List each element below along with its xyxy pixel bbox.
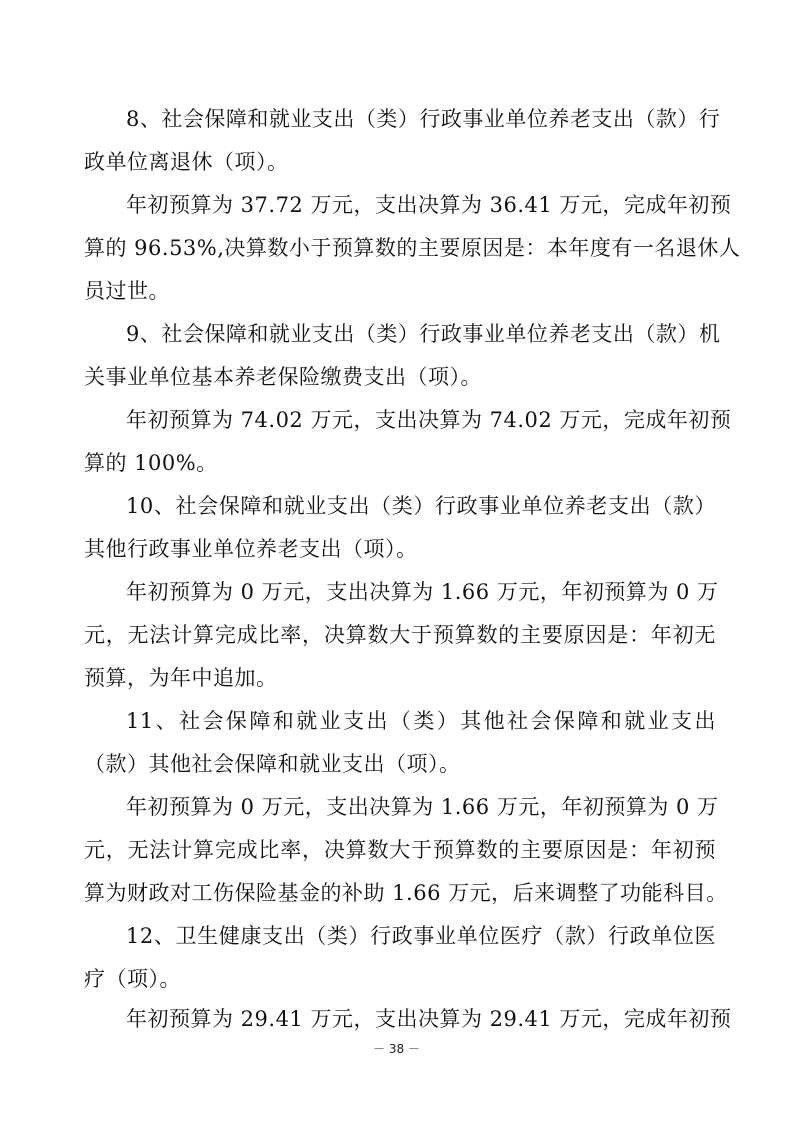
para-9-line-2: 关事业单位基本养老保险缴费支出（项）。 bbox=[84, 365, 482, 389]
para-8-body-line-2: 算的 96.53%,决算数小于预算数的主要原因是：本年度有一名退休人 bbox=[84, 236, 741, 260]
para-9-body-line-2: 算的 100%。 bbox=[84, 451, 218, 475]
para-8-body-line-3: 员过世。 bbox=[84, 279, 170, 303]
para-10-body-line-3: 预算，为年中追加。 bbox=[84, 666, 278, 690]
para-8-line-1: 8、社会保障和就业支出（类）行政事业单位养老支出（款）行 bbox=[126, 107, 721, 131]
para-11-line-2: （款）其他社会保障和就业支出（项）。 bbox=[84, 752, 461, 776]
para-12-line-2: 疗（项）。 bbox=[84, 967, 181, 991]
para-11-body-line-3: 算为财政对工伤保险基金的补助 1.66 万元，后来调整了功能科目。 bbox=[84, 881, 728, 905]
para-10-body-line-2: 元，无法计算完成比率，决算数大于预算数的主要原因是：年初无 bbox=[84, 623, 716, 647]
para-11-body-line-1: 年初预算为 0 万元，支出决算为 1.66 万元，年初预算为 0 万 bbox=[126, 795, 719, 819]
para-8-line-2: 政单位离退休（项）。 bbox=[84, 150, 289, 174]
para-10-body-line-1: 年初预算为 0 万元，支出决算为 1.66 万元，年初预算为 0 万 bbox=[126, 580, 719, 604]
para-10-line-1: 10、社会保障和就业支出（类）行政事业单位养老支出（款） bbox=[126, 494, 716, 518]
para-11-line-1: 11、社会保障和就业支出（类）其他社会保障和就业支出 bbox=[126, 709, 716, 733]
para-10-line-2: 其他行政事业单位养老支出（项）。 bbox=[84, 537, 418, 561]
para-12-body-line-1: 年初预算为 29.41 万元，支出决算为 29.41 万元，完成年初预 bbox=[126, 1007, 732, 1031]
para-9-line-1: 9、社会保障和就业支出（类）行政事业单位养老支出（款）机 bbox=[126, 322, 721, 346]
para-12-line-1: 12、卫生健康支出（类）行政事业单位医疗（款）行政单位医 bbox=[126, 924, 716, 948]
para-11-body-line-2: 元，无法计算完成比率，决算数大于预算数的主要原因是：年初预 bbox=[84, 838, 716, 862]
para-8-body-line-1: 年初预算为 37.72 万元，支出决算为 36.41 万元，完成年初预 bbox=[126, 193, 732, 217]
para-9-body-line-1: 年初预算为 74.02 万元，支出决算为 74.02 万元，完成年初预 bbox=[126, 408, 732, 432]
page-number: － 38 － bbox=[373, 1042, 420, 1056]
